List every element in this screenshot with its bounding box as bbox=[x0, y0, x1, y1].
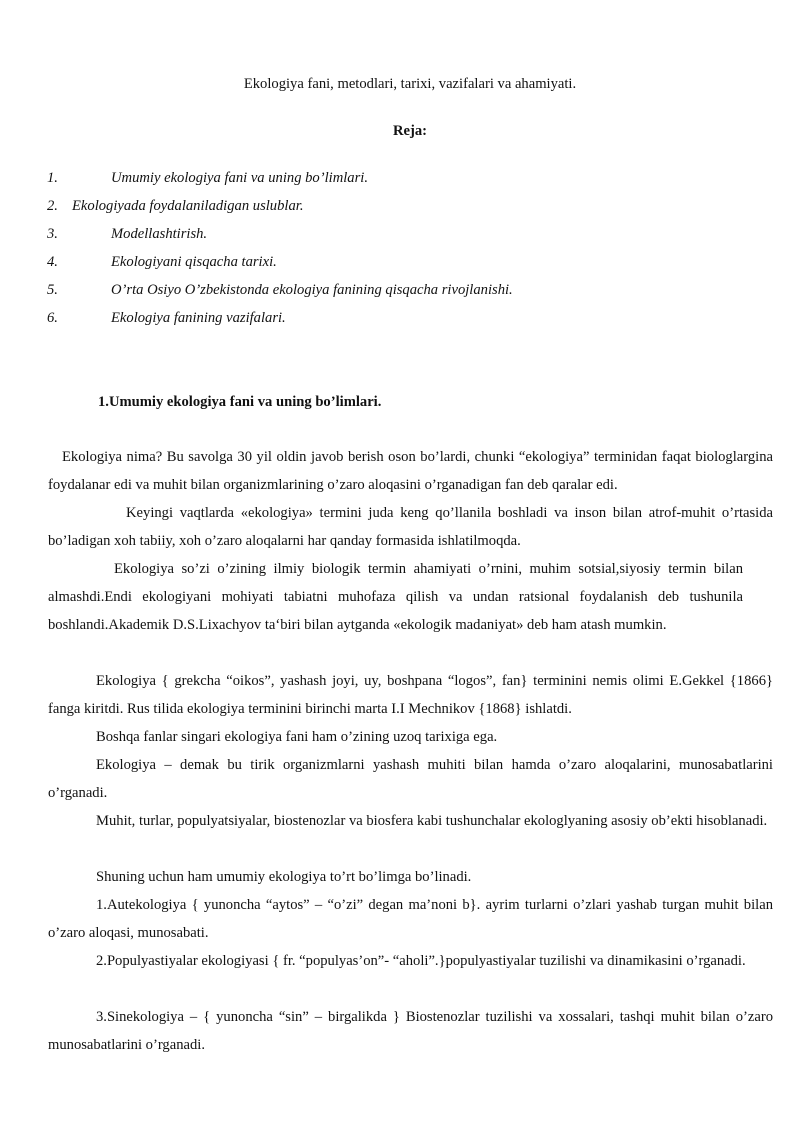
plan-item bbox=[47, 310, 286, 327]
plan-heading: Reja: bbox=[392, 123, 428, 139]
plan-item-text: Ekologiyada foydalaniladigan uslublar. bbox=[72, 198, 304, 214]
document-title: Ekologiya fani, metodlari, tarixi, vazifalari va ahamiyati. bbox=[243, 76, 577, 92]
body-paragraph: Muhit, turlar, populyatsiyalar, biostenozlar va biosfera kabi tushunchalar ekologlyaning asosiy ob’ekti hisoblanadi. bbox=[96, 813, 768, 829]
body-paragraph: 2.Populyastiyalar ekologiyasi { fr. “populyas’on”- “aholi”.}populyastiyalar tuzilishi va dinamikasini o’rganadi. bbox=[96, 953, 746, 969]
plan-item-text: Umumiy ekologiya fani va uning bo’limlari. bbox=[111, 170, 368, 186]
body-paragraph: Shuning uchun ham umumiy ekologiya to’rt bo’limga bo’linadi. bbox=[96, 869, 472, 885]
plan-item-number: 5. bbox=[47, 282, 58, 298]
body-paragraph: Ekologiya { grekcha “oikos”, yashash joyi, uy, boshpana “logos”, fan} terminini nemis olimi E.Gekkel {1866} fanga kiritdi. Rus tilida ekologiya terminini birinchi marta I.I Mechnikov {1868} ishlatdi. bbox=[48, 673, 773, 717]
body-paragraph: 1.Autekologiya { yunoncha “aytos” – “o’zi” degan ma’noni b}. ayrim turlarni o’zlari yashab turgan muhit bilan o’zaro aloqasi, munosabati. bbox=[48, 897, 773, 941]
body-paragraph: Boshqa fanlar singari ekologiya fani ham o’zining uzoq tarixiga ega. bbox=[96, 729, 498, 745]
body-paragraph: Ekologiya – demak bu tirik organizmlarni yashash muhiti bilan hamda o’zaro aloqalarini, munosabatlarini o’rganadi. bbox=[48, 757, 773, 801]
plan-item-number: 4. bbox=[47, 254, 58, 270]
body-paragraph: 3.Sinekologiya – { yunoncha “sin” – birgalikda } Biostenozlar tuzilishi va xossalari, tashqi muhit bilan o’zaro munosabatlarini o’rganadi. bbox=[48, 1009, 773, 1053]
plan-item bbox=[47, 254, 277, 271]
plan-item-number: 3. bbox=[47, 226, 58, 242]
plan-item-text: O’rta Osiyo O’zbekistonda ekologiya fanining qisqacha rivojlanishi. bbox=[111, 282, 513, 298]
plan-item bbox=[47, 198, 303, 215]
body-paragraph: Ekologiya so’zi o’zining ilmiy biologik termin ahamiyati o’rnini, muhim sotsial,siyosiy termin bilan almashdi.Endi ekologiyani mohiyati tabiatni muhofaza qilish va undan ratsional foydalanish deb tushunila boshlandi.Akademik D.S.Lixachyov ta‘biri bilan aytganda «ekologik madaniyat» deb ham atash mumkin. bbox=[48, 561, 743, 633]
plan-item-number: 1. bbox=[47, 170, 58, 186]
section-heading: 1.Umumiy ekologiya fani va uning bo’limlari. bbox=[98, 394, 382, 410]
plan-item bbox=[47, 282, 513, 299]
plan-item bbox=[47, 226, 207, 243]
plan-item bbox=[47, 170, 368, 187]
body-paragraph: Keyingi vaqtlarda «ekologiya» termini juda keng qo’llanila boshladi va inson bilan atrof-muhit o’rtasida bo’ladigan xoh tabiiy, xoh o’zaro aloqalarni har qanday formasida ishlatilmoqda. bbox=[48, 505, 773, 549]
plan-item-text: Modellashtirish. bbox=[111, 226, 208, 242]
body-paragraph: Ekologiya nima? Bu savolga 30 yil oldin javob berish oson bo’lardi, chunki “ekologiya” terminidan faqat biologlargina foydalanar edi va muhit bilan organizmlarining o’zaro aloqasini o’rganadigan fan deb qaralar edi. bbox=[48, 449, 773, 493]
plan-item-number: 6. bbox=[47, 310, 58, 326]
plan-item-text: Ekologiya fanining vazifalari. bbox=[111, 310, 286, 326]
plan-item-number: 2. bbox=[47, 198, 58, 214]
plan-item-text: Ekologiyani qisqacha tarixi. bbox=[111, 254, 277, 270]
